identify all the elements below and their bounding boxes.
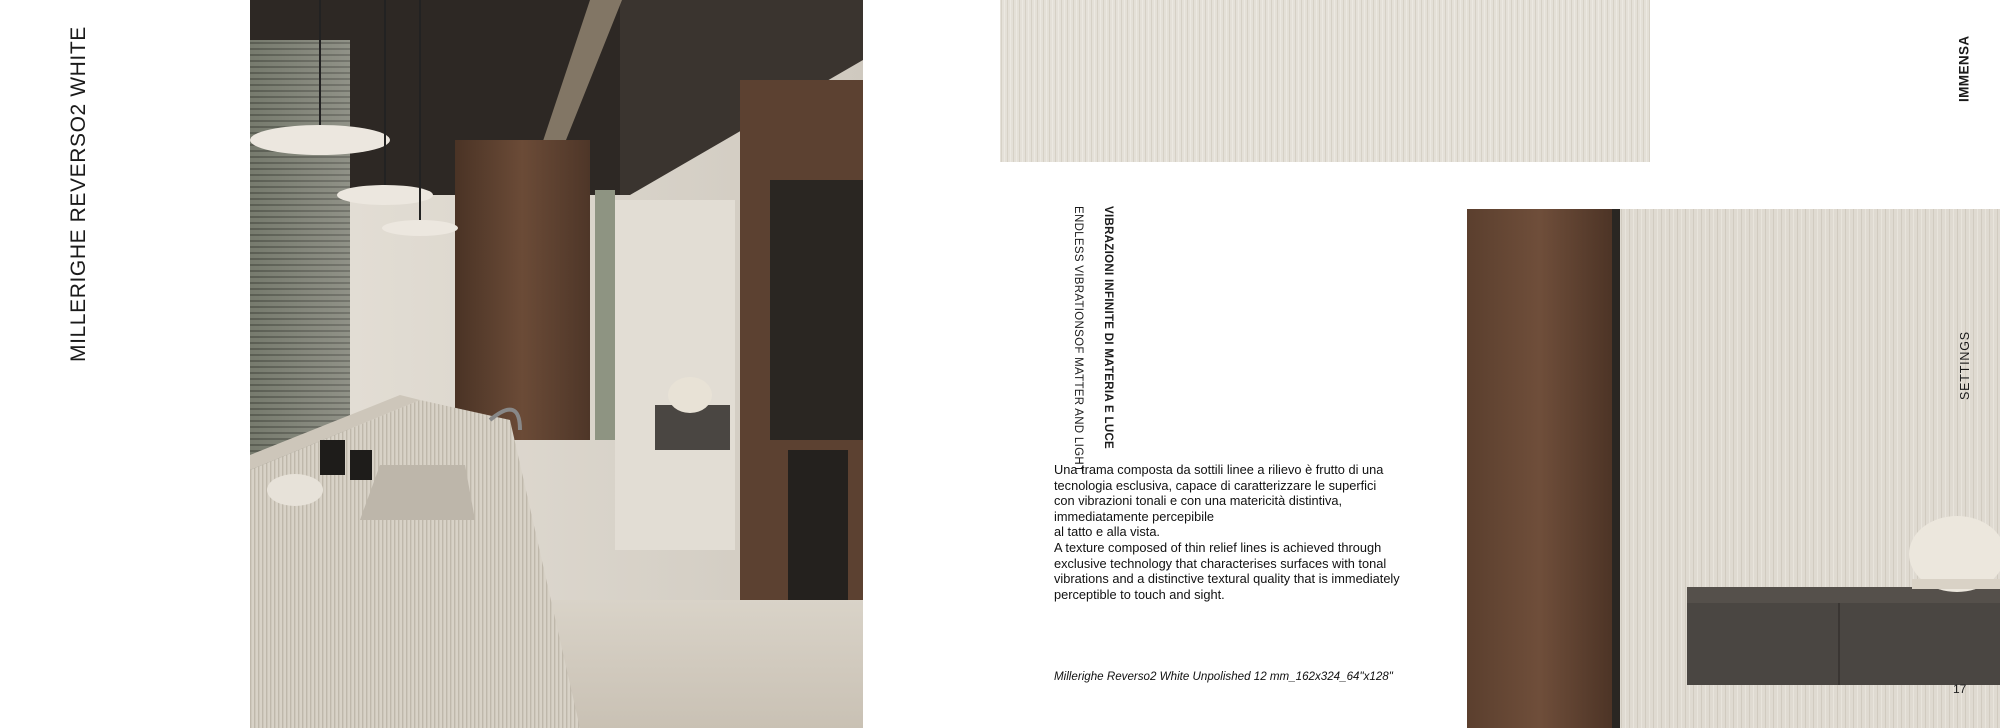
body-line: perceptible to touch and sight. [1054, 586, 1225, 602]
body-text [1054, 462, 1414, 602]
body-line: immediatamente percepibile [1054, 508, 1215, 524]
section-header [1055, 206, 1115, 473]
kitchen-photo [250, 0, 863, 728]
body-line: exclusive technology that characterises surfaces with tonal [1054, 555, 1387, 571]
product-caption: Millerighe Reverso2 White Unpolished 12 mm_162x324_64"x128" [1054, 670, 1393, 683]
vertical-title: MILLERIGHE REVERSO2 WHITE [67, 26, 90, 362]
brand-name: IMMENSA [1956, 35, 1972, 102]
body-line: con vibrazioni tonali e con una matericità distintiva, [1054, 493, 1343, 509]
texture-photo [1000, 0, 1650, 162]
header-english: ENDLESS VIBRATIONSOF MATTER AND LIGHT [1072, 206, 1084, 473]
section-label: SETTINGS [1958, 331, 1972, 400]
body-line: A texture composed of thin relief lines is achieved through [1054, 539, 1382, 555]
settings-photo [1467, 209, 2000, 728]
header-italian: VIBRAZIONI INFINITE DI MATERIA E LUCE [1102, 206, 1114, 450]
body-line: al tatto e alla vista. [1054, 524, 1160, 540]
body-line: Una trama composta da sottili linee a rilievo è frutto di una [1054, 462, 1384, 477]
page-number: 17 [1953, 682, 1967, 696]
body-line: vibrations and a distinctive textural quality that is immediately [1054, 571, 1400, 587]
body-line: tecnologia esclusiva, capace di caratterizzare le superfici [1054, 477, 1377, 493]
